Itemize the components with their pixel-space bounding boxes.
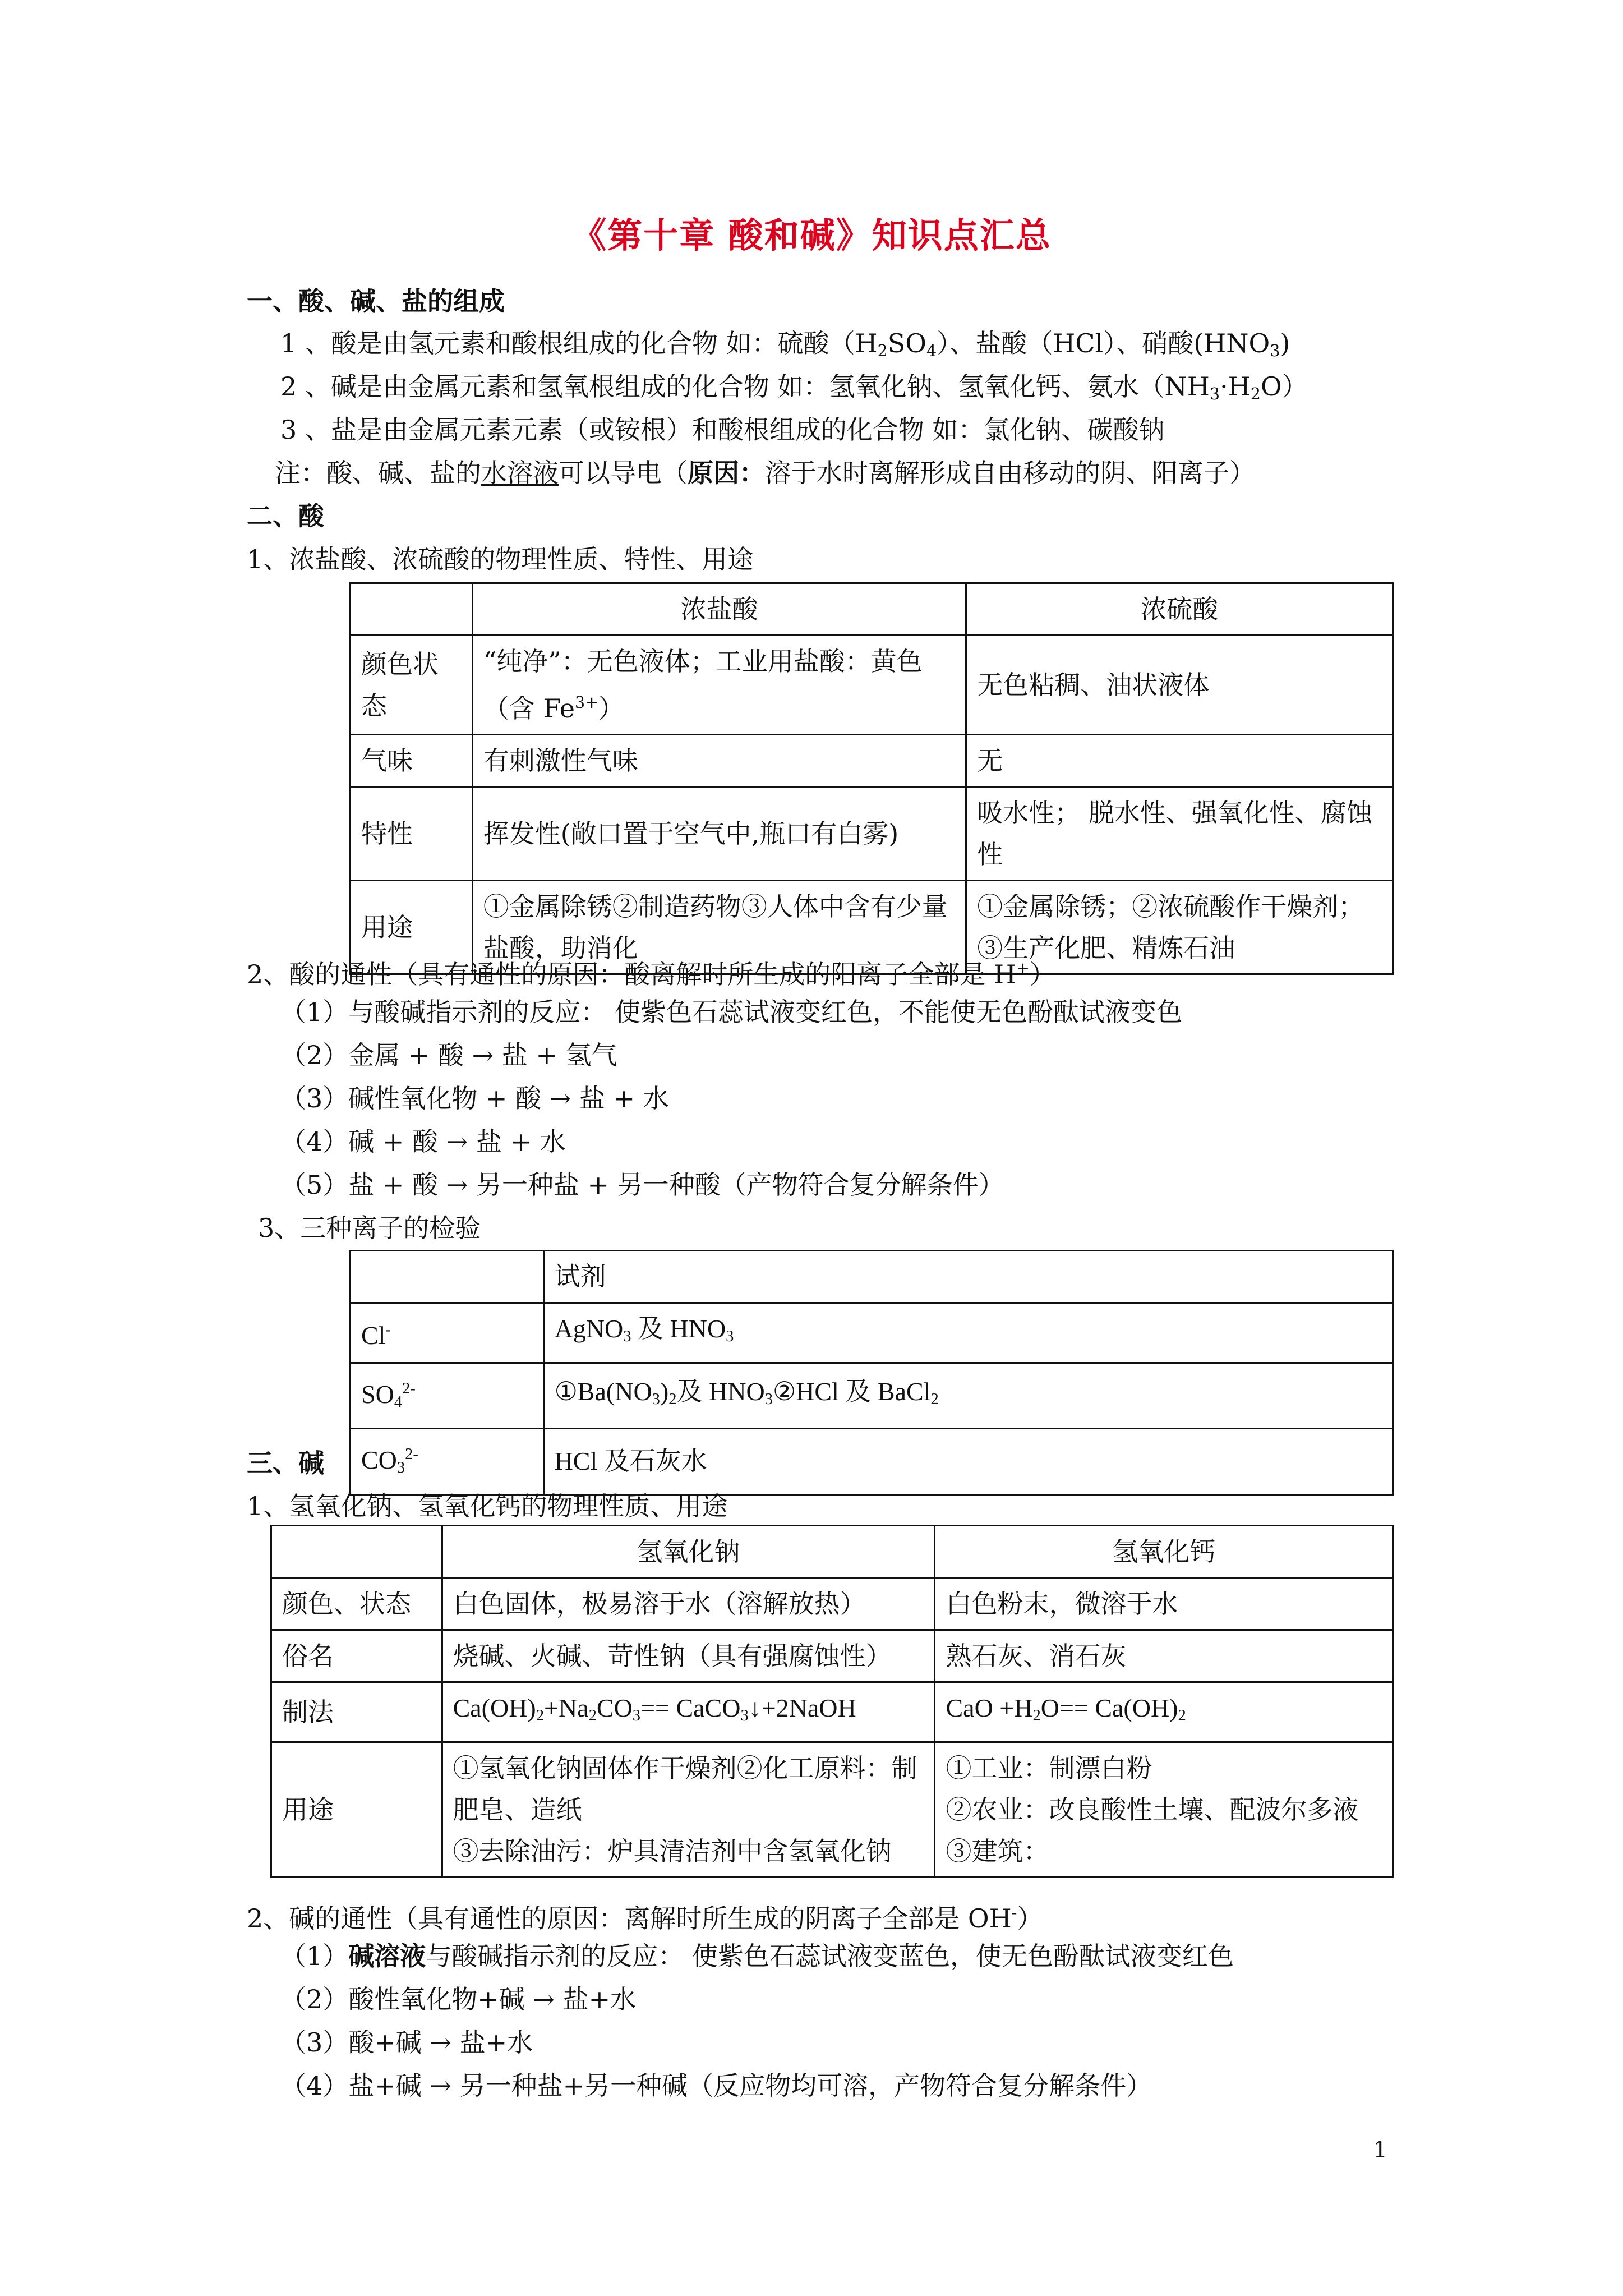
table-cell: 白色粉末，微溶于水 (935, 1578, 1393, 1630)
ion-carbonate: $CO_3^{2-}$ (351, 1429, 544, 1494)
table-row (351, 1251, 1393, 1303)
section-heading-acid: 二、酸 (247, 501, 324, 531)
table-row (351, 787, 1393, 881)
table-cell: $①Ba(NO_3)_2$及 $HNO_3②HCl$ 及 BaCl$_2$ (543, 1363, 1393, 1429)
row-label: 俗名 (271, 1630, 442, 1682)
base-property-2: （2）酸性氧化物+碱 → 盐+水 (280, 1984, 637, 2014)
table-cell: ①工业：制漂白粉 ②农业：改良酸性土壤、配波尔多液 ③建筑： (935, 1742, 1393, 1878)
row-label: 颜色、状态 (271, 1578, 442, 1630)
table-row (271, 1682, 1393, 1742)
table-cell: ①金属除锈；②浓硫酸作干燥剂；③生产化肥、精炼石油 (966, 881, 1393, 974)
base-property-3: （3）酸+碱 → 盐+水 (280, 2027, 533, 2058)
base-properties-table (270, 1525, 1394, 1878)
row-label: 用途 (271, 1742, 442, 1878)
page-title: 《第十章 酸和碱》知识点汇总 (571, 215, 1052, 256)
table-cell: 无色粘稠、油状液体 (966, 636, 1393, 735)
table-cell: 白色固体，极易溶于水（溶解放热） (442, 1578, 935, 1630)
table-cell: 无 (966, 735, 1393, 787)
salt-definition: 3 、盐是由金属元素元素（或铵根）和酸根组成的化合物 如：氯化钠、碳酸钠 (280, 415, 1165, 445)
table-cell: “纯净”：无色液体；工业用盐酸：黄色（含 $Fe^{3+}$） (472, 636, 966, 735)
row-label: 制法 (271, 1682, 442, 1742)
base-property-4: （4）盐+碱 → 另一种盐+另一种碱（反应物均可溶，产物符合复分解条件） (280, 2070, 1152, 2101)
row-label: 颜色状态 (351, 636, 473, 735)
page-number: 1 (1373, 2137, 1387, 2163)
table-cell: 吸水性； 脱水性、强氧化性、腐蚀性 (966, 787, 1393, 881)
table-header-hcl: 浓盐酸 (472, 583, 966, 636)
subheading-base-properties: 1、氢氧化钠、氢氧化钙的物理性质、用途 (247, 1491, 728, 1521)
table-cell: 挥发性(敞口置于空气中,瓶口有白雾) (472, 787, 966, 881)
ion-sulfate: $SO_4^{2-}$ (351, 1363, 544, 1429)
table-header-reagent: 试剂 (543, 1251, 1393, 1303)
acid-property-5: （5）盐 + 酸 → 另一种盐 + 另一种酸（产物符合复分解条件） (280, 1170, 1004, 1200)
section-heading-composition: 一、酸、碱、盐的组成 (247, 286, 505, 316)
table-cell: 熟石灰、消石灰 (935, 1630, 1393, 1682)
table-row (351, 1303, 1393, 1363)
table-row (351, 1429, 1393, 1494)
acid-properties-table (349, 582, 1394, 975)
row-label: 气味 (351, 735, 473, 787)
table-cell: CaO $+H_2O== Ca(OH)_2$ (935, 1682, 1393, 1742)
table-row (351, 583, 1393, 636)
table-row (351, 735, 1393, 787)
section-heading-base: 三、碱 (247, 1448, 324, 1478)
acid-definition: 1 、酸是由氢元素和酸根组成的化合物 如：硫酸$(H_2SO_4)$、盐酸（HCl）、硝酸$(HNO_3)$ (280, 328, 1290, 361)
row-label: 特性 (351, 787, 473, 881)
table-header-caoh2: 氢氧化钙 (935, 1526, 1393, 1578)
ion-chloride: Cl- (351, 1303, 544, 1363)
table-row (351, 636, 1393, 735)
row-label: 用途 (351, 881, 473, 974)
acid-property-1: （1）与酸碱指示剂的反应： 使紫色石蕊试液变红色，不能使无色酚酞试液变色 (280, 997, 1182, 1027)
table-header-h2so4: 浓硫酸 (966, 583, 1393, 636)
table-cell: AgNO$_3$ 及 $HNO_3$ (543, 1303, 1393, 1363)
table-row (351, 1363, 1393, 1429)
table-cell: 烧碱、火碱、苛性钠（具有强腐蚀性） (442, 1630, 935, 1682)
table-row (271, 1578, 1393, 1630)
acid-property-3: （3）碱性氧化物 + 酸 → 盐 + 水 (280, 1083, 669, 1114)
table-cell: HCl 及石灰水 (543, 1429, 1393, 1494)
ion-test-table (349, 1250, 1394, 1496)
table-cell: ①氢氧化钠固体作干燥剂②化工原料：制肥皂、造纸 ③去除油污：炉具清洁剂中含氢氧化钠 (442, 1742, 935, 1878)
table-header-naoh: 氢氧化钠 (442, 1526, 935, 1578)
base-property-1: （1）碱溶液与酸碱指示剂的反应： 使紫色石蕊试液变蓝色，使无色酚酞试液变红色 (280, 1941, 1234, 1971)
acid-property-4: （4）碱 + 酸 → 盐 + 水 (280, 1126, 566, 1157)
conductivity-note: 注：酸、碱、盐的水溶液可以导电（原因：溶于水时离解形成自由移动的阴、阳离子） (275, 458, 1255, 488)
base-definition: 2 、碱是由金属元素和氢氧根组成的化合物 如：氢氧化钠、氢氧化钙、氨水$(NH_3\cdot H_2O)$ (280, 371, 1308, 404)
subheading-acid-properties: 1、浓盐酸、浓硫酸的物理性质、特性、用途 (247, 544, 754, 574)
subheading-acid-general: 2、酸的通性（具有通性的原因：酸离解时所生成的阳离子全部是 H+） (247, 959, 1055, 990)
table-cell: $Ca(OH)_2+Na_2CO_3==$ CaCO$_3$↓+2NaOH (442, 1682, 935, 1742)
acid-property-2: （2）金属 + 酸 → 盐 + 氢气 (280, 1040, 617, 1070)
table-row (271, 1742, 1393, 1878)
table-cell: 有刺激性气味 (472, 735, 966, 787)
table-row (271, 1526, 1393, 1578)
table-row (271, 1630, 1393, 1682)
table-cell: ①金属除锈②制造药物③人体中含有少量盐酸，助消化 (472, 881, 966, 974)
subheading-ion-test: 3、三种离子的检验 (258, 1213, 481, 1243)
subheading-base-general: 2、碱的通性（具有通性的原因：离解时所生成的阴离子全部是 OH-） (247, 1903, 1043, 1934)
